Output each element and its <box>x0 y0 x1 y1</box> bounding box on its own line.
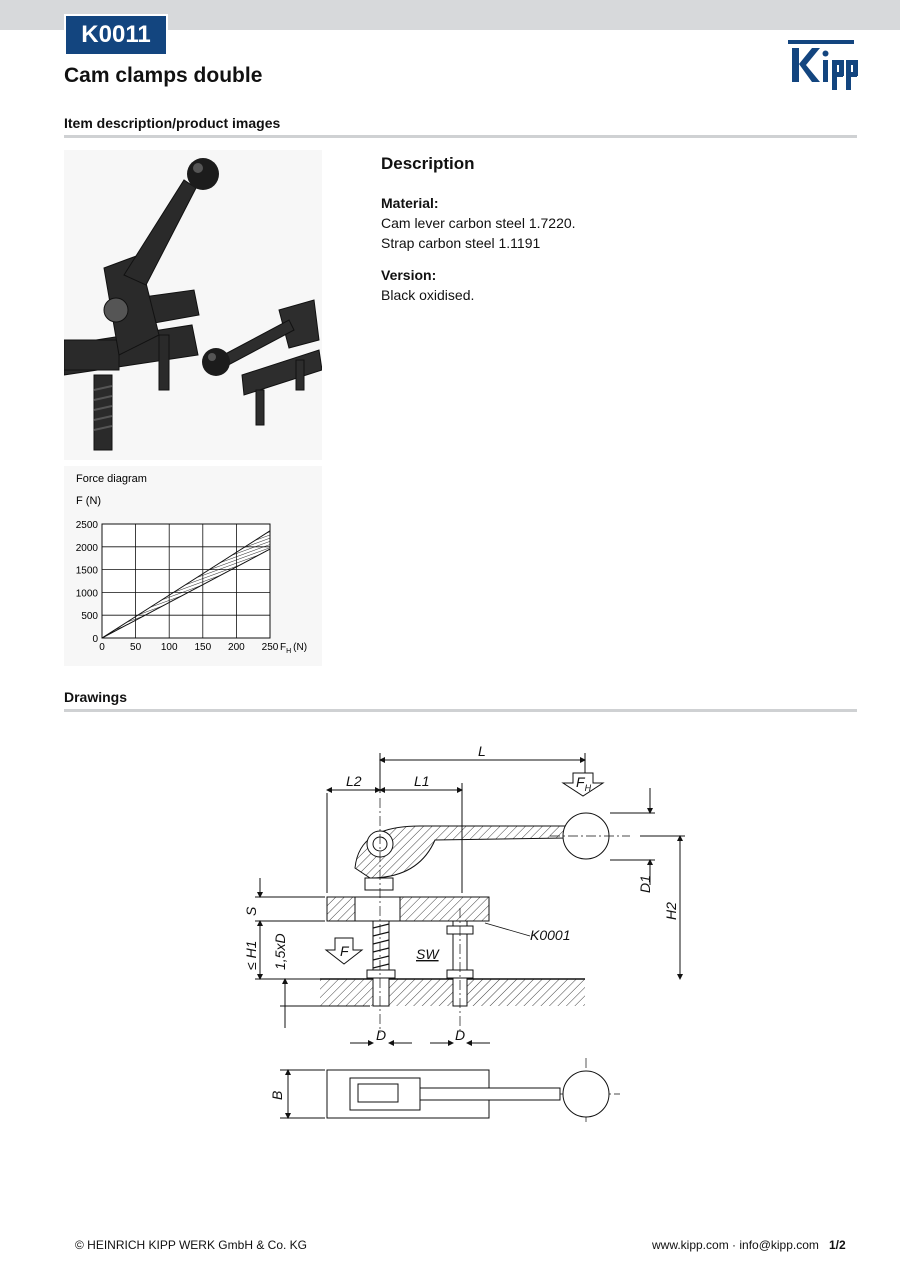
y-tick-label: 0 <box>92 634 98 645</box>
description-heading: Description <box>381 154 475 173</box>
dim-H2: H2 <box>663 902 679 920</box>
dim-L2: L2 <box>346 773 362 789</box>
article-code: K0011 <box>66 16 166 54</box>
product-image <box>64 150 322 460</box>
dim-D: D <box>455 1027 466 1043</box>
section-heading-drawings: Drawings <box>64 689 128 705</box>
force-F-label: F <box>340 943 349 959</box>
material-line: Strap carbon steel 1.1191 <box>381 235 541 251</box>
material-line: Cam lever carbon steel 1.7220. <box>381 215 576 231</box>
section-heading-product: Item description/product images <box>64 115 281 131</box>
dim-SW: SW <box>416 946 439 962</box>
page-title: Cam clamps double <box>64 64 263 87</box>
force-diagram-chart <box>64 466 322 666</box>
material-label: Material: <box>381 195 439 211</box>
y-axis-label: F (N) <box>76 495 102 507</box>
ref-K0001: K0001 <box>530 927 571 943</box>
y-tick-label: 1000 <box>75 588 98 600</box>
version-label: Version: <box>381 267 437 283</box>
dim-S: S <box>243 906 259 916</box>
dim-L1: L1 <box>414 773 430 789</box>
y-tick-label: 2000 <box>75 542 98 554</box>
dim-B: B <box>269 1090 285 1100</box>
y-tick-label: 500 <box>81 611 98 623</box>
x-axis-label: $F_H$ (N) <box>280 642 308 655</box>
footer-page-number: 1/2 <box>829 1238 846 1252</box>
dim-D1: D1 <box>637 875 653 893</box>
dim-D: D <box>376 1027 387 1043</box>
version-text: Black oxidised. <box>381 287 475 303</box>
x-tick-label: 0 <box>99 642 105 653</box>
dim-H1: ≤ H1 <box>243 940 259 970</box>
y-tick-label: 1500 <box>75 565 98 577</box>
chart-title: Force diagram <box>76 473 147 485</box>
dim-thread-depth: 1,5xD <box>272 933 288 970</box>
footer-copyright: © HEINRICH KIPP WERK GmbH & Co. KG <box>75 1238 307 1252</box>
technical-drawing <box>240 738 700 1128</box>
x-tick-label: 100 <box>160 642 178 653</box>
section-divider <box>64 135 857 138</box>
x-tick-label: 250 <box>261 642 279 653</box>
force-FH-label: $F_H$ <box>576 774 592 793</box>
y-tick-label: 2500 <box>75 520 98 531</box>
footer-contact: www.kipp.com · info@kipp.com <box>652 1238 819 1252</box>
kipp-logo <box>782 38 860 92</box>
x-tick-label: 150 <box>194 642 212 653</box>
article-code-badge <box>64 14 168 56</box>
description-panel <box>381 154 801 318</box>
x-tick-label: 200 <box>228 642 245 653</box>
plot-area <box>102 524 270 638</box>
section-divider <box>64 709 857 712</box>
x-tick-label: 50 <box>130 642 142 653</box>
dim-L: L <box>478 743 486 759</box>
